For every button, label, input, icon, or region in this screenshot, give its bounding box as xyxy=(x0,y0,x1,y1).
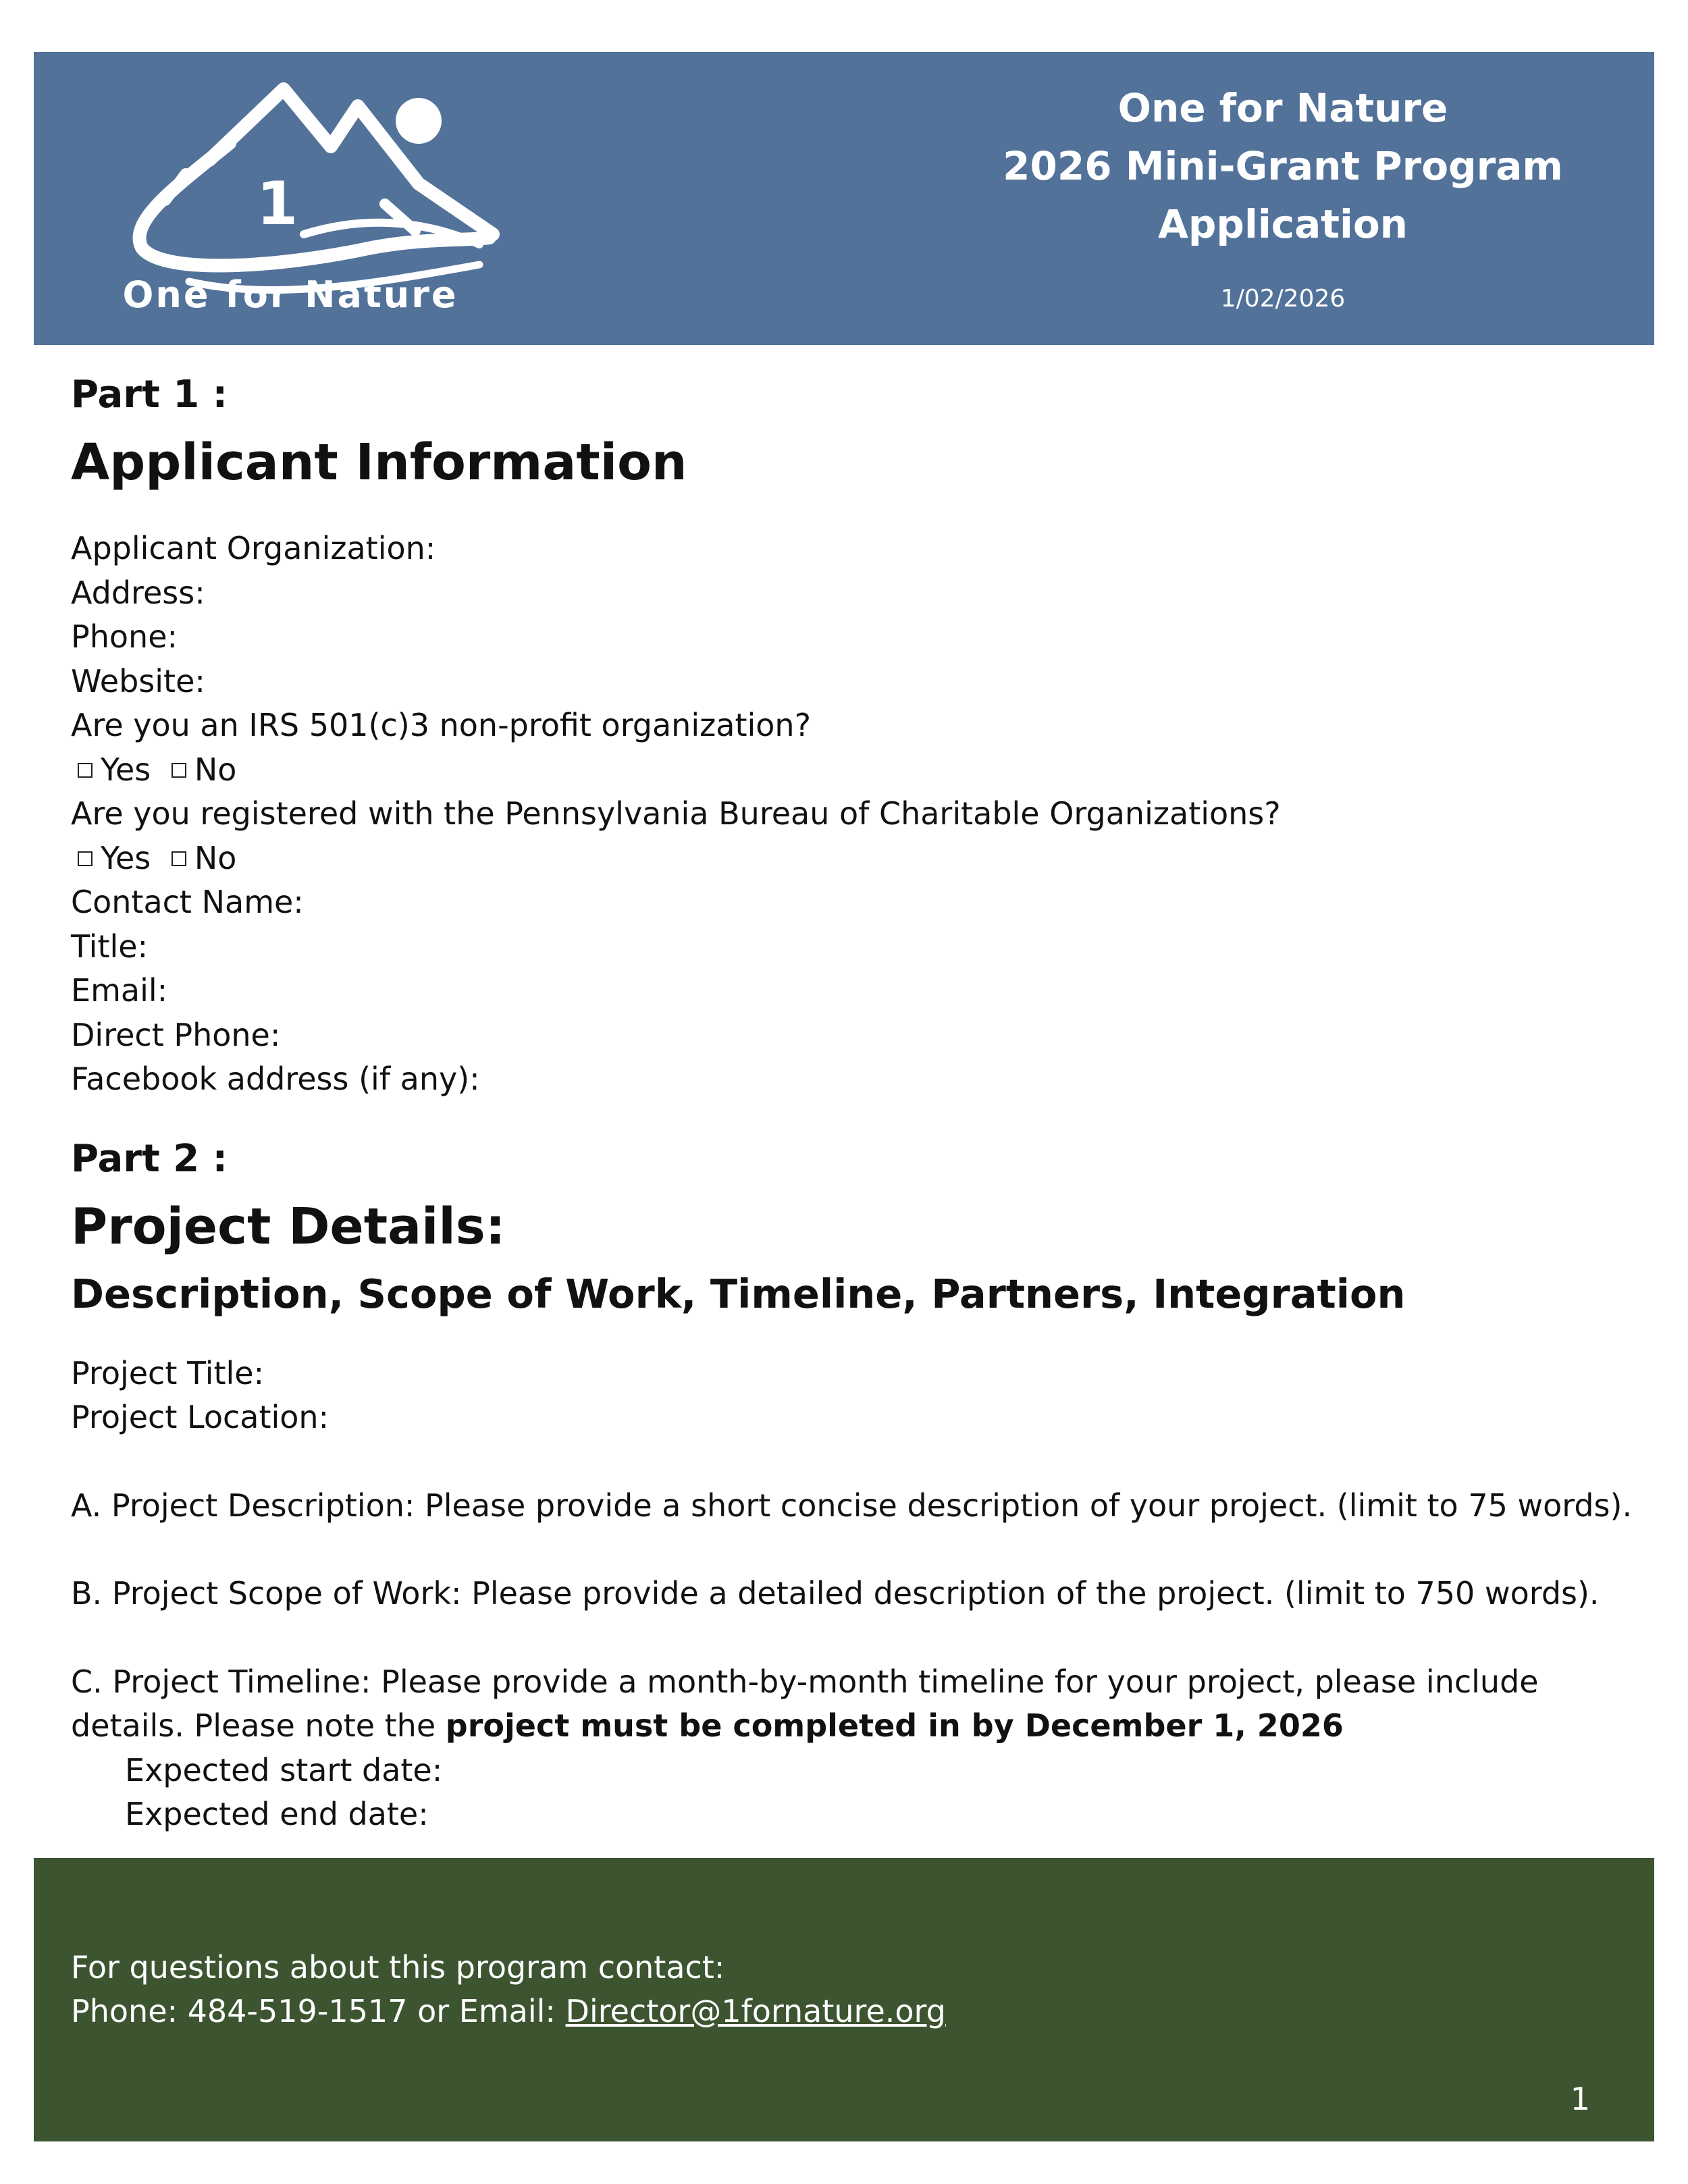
pa-options xyxy=(71,836,1624,881)
header-banner xyxy=(34,52,1654,345)
irs-yes-checkbox[interactable] xyxy=(78,763,93,778)
irs-options xyxy=(71,748,1624,793)
pa-yes-label: Yes xyxy=(101,839,151,876)
document-title xyxy=(871,79,1688,253)
pa-no-checkbox[interactable] xyxy=(172,851,186,866)
part2-label: Part 2 : xyxy=(71,1136,228,1181)
footer-line-2 xyxy=(71,1990,946,2033)
form-content xyxy=(71,365,1633,1837)
item-b-scope: B. Project Scope of Work: Please provide a detailed description of the project. (limit to 750 words). xyxy=(71,1575,1600,1612)
pa-yes-checkbox[interactable] xyxy=(78,851,93,866)
field-organization[interactable]: Applicant Organization: xyxy=(71,530,436,566)
item-c-deadline xyxy=(71,1704,1624,1749)
field-direct-phone[interactable]: Direct Phone: xyxy=(71,1016,281,1053)
field-project-location[interactable]: Project Location: xyxy=(71,1399,329,1435)
contact-email-link[interactable]: Director@1fornature.org xyxy=(565,1993,946,2029)
logo-name: One for Nature xyxy=(122,273,458,316)
field-end-date[interactable]: Expected end date: xyxy=(125,1796,429,1832)
part2-subtitle: Description, Scope of Work, Timeline, Partners, Integration xyxy=(71,1270,1406,1317)
field-website[interactable]: Website: xyxy=(71,662,205,699)
deadline-prefix: details. Please note the xyxy=(71,1707,446,1744)
irs-yes-label: Yes xyxy=(101,751,151,788)
title-line-1: One for Nature xyxy=(1117,85,1448,131)
title-line-2: 2026 Mini-Grant Program xyxy=(1003,143,1563,189)
irs-no-label: No xyxy=(194,751,237,788)
footer-contact xyxy=(71,1946,946,2033)
field-facebook[interactable]: Facebook address (if any): xyxy=(71,1061,480,1097)
field-start-date[interactable]: Expected start date: xyxy=(125,1751,443,1788)
part1-label: Part 1 : xyxy=(71,373,228,417)
part2-title: Project Details: xyxy=(71,1197,506,1256)
document-date: 1/02/2026 xyxy=(1220,285,1346,313)
item-c-timeline: C. Project Timeline: Please provide a month-by-month timeline for your project, please include xyxy=(71,1663,1539,1700)
item-a-description: A. Project Description: Please provide a short concise description of your project. (limit to 75 words). xyxy=(71,1487,1633,1524)
irs-no-checkbox[interactable] xyxy=(172,763,186,778)
field-project-title[interactable]: Project Title: xyxy=(71,1354,265,1391)
field-title[interactable]: Title: xyxy=(71,928,149,965)
logo xyxy=(101,79,506,336)
footer-banner xyxy=(34,1858,1654,2141)
part1-title: Applicant Information xyxy=(71,433,687,491)
deadline-bold: project must be completed in by December 1, 2026 xyxy=(445,1707,1344,1744)
pa-no-label: No xyxy=(194,839,237,876)
page-number: 1 xyxy=(1570,2081,1590,2117)
field-email[interactable]: Email: xyxy=(71,972,168,1009)
irs-question: Are you an IRS 501(c)3 non-profit organization? xyxy=(71,707,811,743)
field-address[interactable]: Address: xyxy=(71,574,205,611)
footer-phone: Phone: 484-519-1517 or Email: xyxy=(71,1993,566,2029)
svg-text:1: 1 xyxy=(257,169,298,238)
pa-question: Are you registered with the Pennsylvania Bureau of Charitable Organizations? xyxy=(71,795,1281,832)
footer-line-1: For questions about this program contact: xyxy=(71,1949,725,1986)
field-phone[interactable]: Phone: xyxy=(71,618,178,655)
title-line-3: Application xyxy=(1158,201,1408,247)
field-contact-name[interactable]: Contact Name: xyxy=(71,884,304,920)
